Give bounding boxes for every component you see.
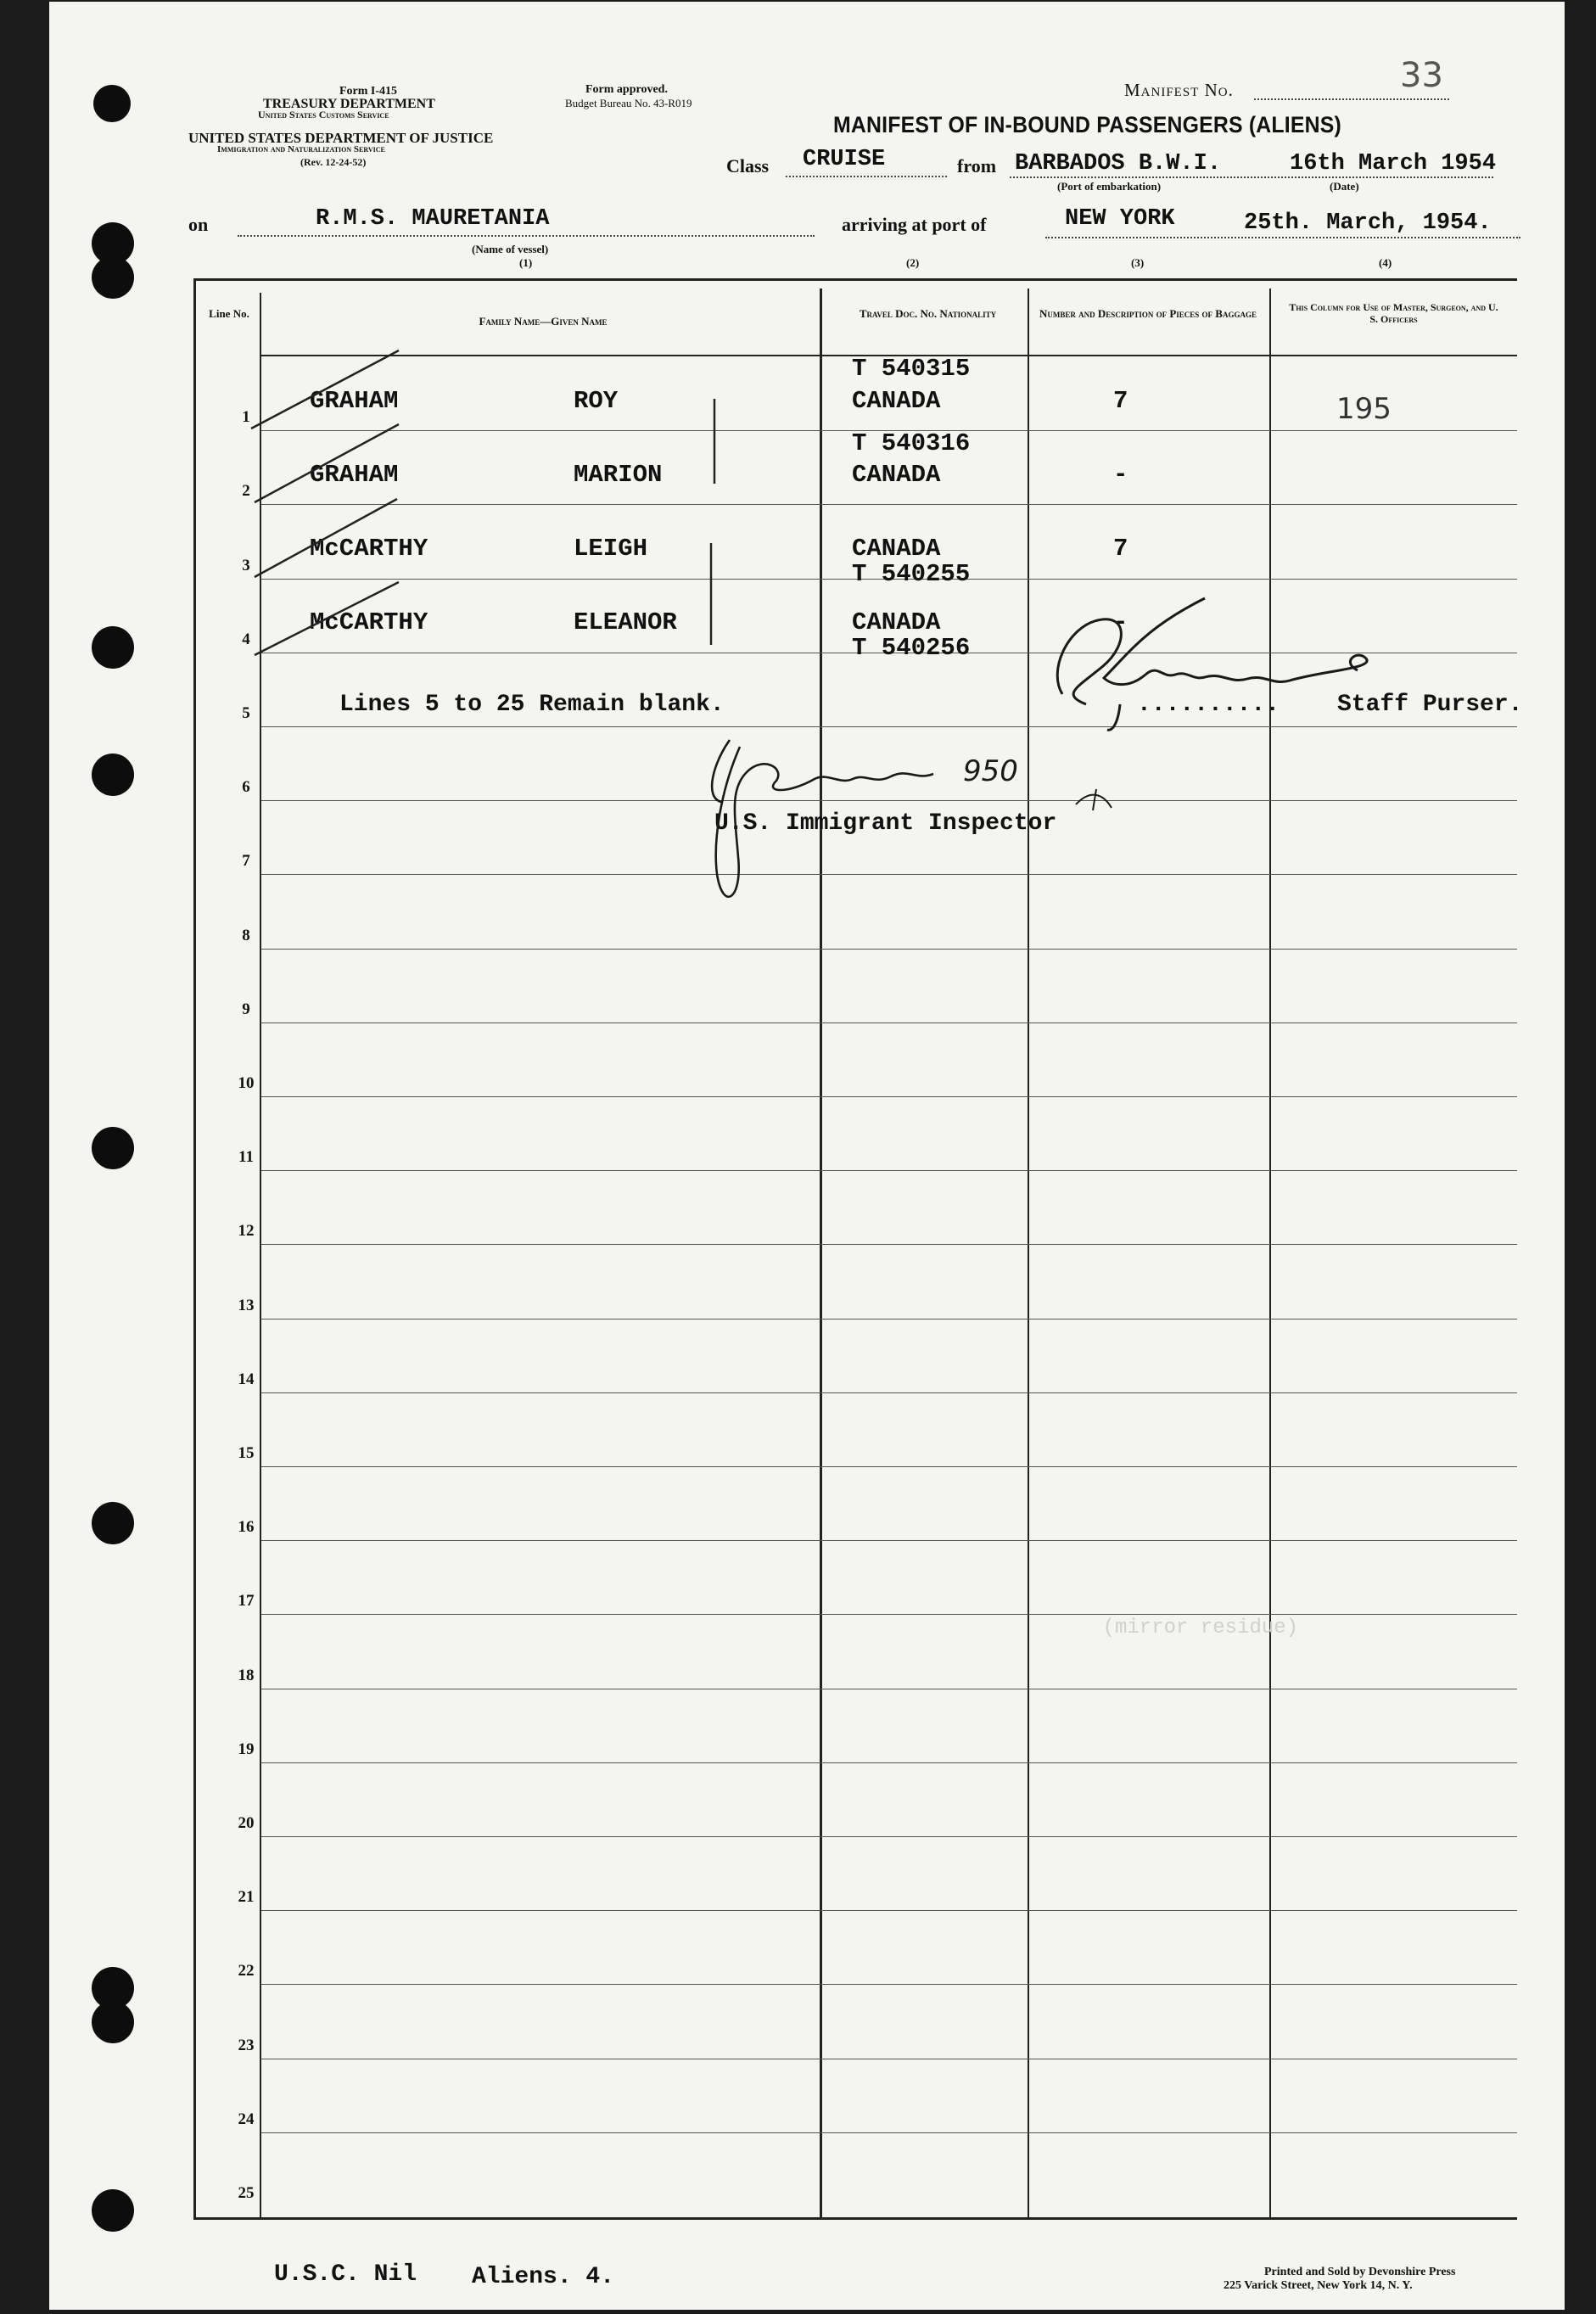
punch-hole	[93, 85, 131, 122]
from-line	[1010, 176, 1493, 178]
blank-lines-note: Lines 5 to 25 Remain blank.	[339, 692, 725, 718]
line-number: 9	[242, 1000, 250, 1018]
inspector-label: U.S. Immigrant Inspector	[714, 810, 1057, 837]
line-number: 17	[238, 1592, 255, 1610]
line-number: 2	[242, 482, 250, 500]
treasury-label: TREASURY DEPARTMENT	[263, 97, 435, 111]
line-number: 3	[242, 557, 250, 574]
line-number: 11	[238, 1148, 254, 1166]
header-baggage: Number and Description of Pieces of Baggage	[1039, 307, 1257, 320]
table-bottom	[193, 2217, 1517, 2220]
line-number: 16	[238, 1518, 255, 1536]
line-number: 18	[238, 1667, 255, 1684]
family-name: McCARTHY	[310, 535, 428, 563]
line-number: 7	[242, 852, 250, 870]
line-number: 15	[238, 1444, 255, 1462]
punch-hole	[92, 2001, 134, 2043]
line-number: 22	[238, 1962, 255, 1980]
given-name: LEIGH	[574, 535, 648, 563]
given-name: ELEANOR	[574, 608, 677, 636]
class-line	[786, 176, 947, 177]
row-rule	[261, 874, 1517, 875]
vessel-name: R.M.S. MAURETANIA	[316, 206, 550, 232]
punch-hole	[92, 1127, 134, 1169]
header-name: Family Name—Given Name	[479, 315, 608, 328]
arrival-date: 25th. March, 1954.	[1244, 210, 1492, 236]
staff-purser-label: Staff Purser.	[1337, 692, 1523, 718]
date-caption: (Date)	[1330, 180, 1359, 193]
given-name: MARION	[574, 461, 663, 489]
customs-label: United States Customs Service	[258, 109, 389, 120]
official-number: 195	[1336, 392, 1392, 426]
nationality: CANADA	[852, 387, 941, 415]
punch-hole	[92, 1502, 134, 1544]
printer-line-1: Printed and Sold by Devonshire Press	[1264, 2266, 1456, 2278]
col1-number: (1)	[519, 256, 533, 269]
punch-hole	[92, 626, 134, 669]
family-name: McCARTHY	[310, 608, 428, 636]
table-top	[193, 278, 1517, 281]
row-rule	[261, 1910, 1517, 1911]
row-rule	[261, 800, 1517, 801]
bleed-through-text: (mirror residue)	[993, 1616, 1299, 1639]
class-label: Class	[726, 155, 770, 176]
nationality: CANADA	[852, 535, 941, 563]
line-number: 23	[238, 2037, 255, 2054]
ins-label: Immigration and Naturalization Service	[217, 144, 385, 154]
form-id: Form I-415	[339, 85, 398, 98]
budget-bureau: Budget Bureau No. 43-R019	[565, 97, 692, 109]
header-travel-doc: Travel Doc. No. Nationality	[859, 307, 997, 320]
arrival-line	[1045, 237, 1520, 238]
rev-label: (Rev. 12-24-52)	[300, 156, 367, 168]
nationality: CANADA	[852, 608, 941, 636]
row-rule	[261, 1096, 1517, 1097]
line-number: 5	[242, 704, 250, 722]
col2-number: (2)	[906, 256, 920, 269]
row-rule	[261, 726, 1517, 727]
manifest-page	[49, 2, 1565, 2310]
line-number: 10	[238, 1074, 255, 1092]
travel-doc-no: T 540315	[852, 355, 971, 383]
row-rule	[261, 1540, 1517, 1541]
line-number: 13	[238, 1297, 255, 1314]
header-officers: This Column for Use of Master, Surgeon, and U. S. Officers	[1289, 301, 1498, 325]
row-rule	[261, 1614, 1517, 1615]
form-approved: Form approved.	[585, 83, 668, 96]
baggage-count: -	[1113, 461, 1128, 489]
printer-line-2: 225 Varick Street, New York 14, N. Y.	[1224, 2279, 1413, 2292]
line-number: 20	[238, 1814, 255, 1832]
row-rule	[261, 1244, 1517, 1245]
row-rule	[261, 1392, 1517, 1393]
travel-doc-no: T 540255	[852, 560, 971, 588]
table-left	[193, 278, 196, 2220]
manifest-no-line	[1254, 98, 1449, 100]
col4-number: (4)	[1379, 256, 1392, 269]
from-label: from	[957, 155, 997, 176]
line-number: 12	[238, 1222, 255, 1240]
line-number: 25	[238, 2184, 255, 2202]
line-number: 1	[242, 408, 250, 426]
row-rule	[261, 504, 1517, 505]
vessel-caption: (Name of vessel)	[472, 243, 549, 255]
footer-usc: U.S.C. Nil	[274, 2261, 417, 2288]
from-value: BARBADOS B.W.I.	[1015, 151, 1222, 176]
family-name: GRAHAM	[310, 461, 399, 489]
line-number: 21	[238, 1888, 255, 1906]
from-date: 16th March 1954	[1290, 151, 1497, 176]
row-rule	[261, 1762, 1517, 1763]
row-rule	[261, 1836, 1517, 1837]
line-number: 14	[238, 1370, 255, 1388]
arrival-port: NEW YORK	[1065, 206, 1175, 232]
given-name: ROY	[574, 387, 619, 415]
arriving-label: arriving at port of	[842, 214, 987, 235]
on-label: on	[188, 214, 209, 235]
footer-aliens: Aliens. 4.	[472, 2264, 615, 2290]
nationality: CANADA	[852, 461, 941, 489]
baggage-count: -	[1113, 608, 1128, 636]
col-divider-name	[820, 289, 822, 2217]
col-divider-doc	[1028, 289, 1029, 2217]
line-number: 4	[242, 630, 250, 648]
punch-hole	[92, 754, 134, 796]
col-divider-baggage	[1269, 289, 1271, 2217]
manifest-no-label: Manifest No.	[1124, 80, 1234, 100]
baggage-count: 7	[1113, 535, 1128, 563]
line-number: 8	[242, 927, 250, 944]
inspector-time: 950	[963, 754, 1018, 788]
row-rule	[261, 1170, 1517, 1171]
row-rule	[261, 2132, 1517, 2133]
purser-dots: ..........	[1137, 692, 1280, 718]
vessel-line	[238, 235, 815, 237]
travel-doc-no: T 540256	[852, 634, 971, 662]
manifest-no-value: 33	[1400, 56, 1443, 95]
line-number: 19	[238, 1740, 255, 1758]
family-name: GRAHAM	[310, 387, 399, 415]
row-rule	[261, 949, 1517, 950]
row-rule	[261, 1466, 1517, 1467]
row-rule	[261, 1984, 1517, 1985]
header-line-no: Line No.	[209, 307, 249, 320]
port-caption: (Port of embarkation)	[1057, 180, 1162, 193]
line-number: 6	[242, 778, 250, 796]
col-divider-line	[260, 293, 261, 2217]
punch-hole	[92, 2189, 134, 2232]
line-number: 24	[238, 2110, 255, 2128]
punch-hole	[92, 256, 134, 299]
baggage-count: 7	[1113, 387, 1128, 415]
class-value: CRUISE	[803, 147, 886, 172]
travel-doc-no: T 540316	[852, 429, 971, 457]
col3-number: (3)	[1131, 256, 1145, 269]
manifest-title: MANIFEST OF IN-BOUND PASSENGERS (ALIENS)	[833, 112, 1341, 137]
doj-label: UNITED STATES DEPARTMENT OF JUSTICE	[188, 130, 494, 146]
